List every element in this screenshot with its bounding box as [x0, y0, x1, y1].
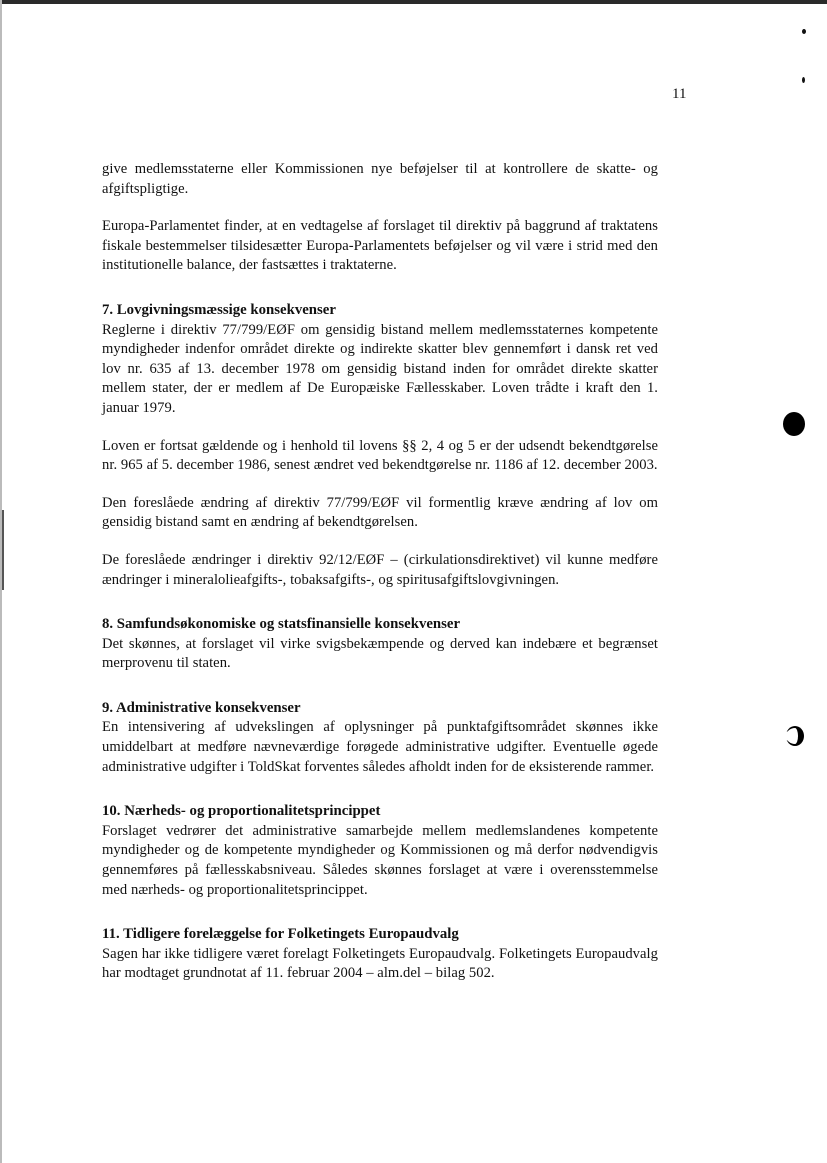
paragraph: De foreslåede ændringer i direktiv 92/12/EØF – (cirkulationsdirektivet) vil kunne medføre ændringer i mineralolieafgifts-, tobaksafgifts-, og spiritusafgiftslovgivningen.	[102, 551, 658, 588]
page-number: 11	[672, 86, 687, 102]
paragraph: Sagen har ikke tidligere været forelagt Folketingets Europaudvalg. Folketingets Europaudvalg har modtaget grundnotat af 11. februar 2004 – alm.del – bilag 502.	[102, 945, 658, 982]
paragraph: Europa-Parlamentet finder, at en vedtagelse af forslaget til direktiv på baggrund af traktatens fiskale bestemmelser tilsidesætter Europa-Parlamentets beføjelser og vil være i strid med den institutionelle balance, der fastsættes i traktaterne.	[102, 218, 658, 274]
paragraph: Reglerne i direktiv 77/799/EØF om gensidig bistand mellem medlemsstaternes kompetente myndigheder indenfor området direkte og indirekte skatter blev gennemført i dansk ret ved lov nr. 635 af 13. december 1978 om gensidig bistand inden for området direkte skatter mellem stater, der er medlem af De Europæiske Fællesskaber. Loven trådte i kraft den 1. januar 1979.	[102, 321, 658, 416]
paragraph: Forslaget vedrører det administrative samarbejde mellem medlemslandenes kompetente myndigheder og de kompetente myndigheder og Kommissionen og må derfor nødvendigvis gennemføres på fællesskabsniveau. Således skønnes forslaget at være i overensstemmelse med nærheds- og proportionalitetsprincippet.	[102, 822, 658, 898]
punch-ring-mark	[786, 726, 804, 746]
punch-hole-mark	[783, 412, 805, 436]
section-heading: 7. Lovgivningsmæssige konsekvenser	[102, 301, 336, 318]
scan-top-edge	[0, 0, 827, 4]
document-body	[102, 160, 658, 984]
paragraph: En intensivering af udvekslingen af oplysninger på punktafgiftsområdet skønnes ikke umiddelbart at medføre nævneværdige forøgede administrative udgifter. Eventuelle øgede administrative udgifter i ToldSkat forventes således afholdt inden for de eksisterende rammer.	[102, 719, 658, 775]
scan-left-mark	[2, 510, 4, 590]
section-heading: 8. Samfundsøkonomiske og statsfinansielle konsekvenser	[102, 616, 461, 633]
scan-speck	[802, 29, 806, 34]
paragraph: Loven er fortsat gældende og i henhold til lovens §§ 2, 4 og 5 er der udsendt bekendtgørelse nr. 965 af 5. december 1986, senest ændret ved bekendtgørelse nr. 1186 af 12. december 2003.	[102, 437, 658, 474]
paragraph: Den foreslåede ændring af direktiv 77/799/EØF vil formentlig kræve ændring af lov om gensidig bistand samt en ændring af bekendtgørelsen.	[102, 494, 658, 531]
paragraph: give medlemsstaterne eller Kommissionen nye beføjelser til at kontrollere de skatte- og afgiftspligtige.	[102, 161, 658, 197]
section-heading: 10. Nærheds- og proportionalitetsprincippet	[102, 803, 381, 820]
paragraph: Det skønnes, at forslaget vil virke svigsbekæmpende og derved kan indebære et begrænset merprovenu til staten.	[102, 635, 658, 672]
scan-speck	[802, 77, 805, 83]
section-heading: 11. Tidligere forelæggelse for Folketingets Europaudvalg	[102, 926, 459, 943]
section-heading: 9. Administrative konsekvenser	[102, 699, 301, 716]
